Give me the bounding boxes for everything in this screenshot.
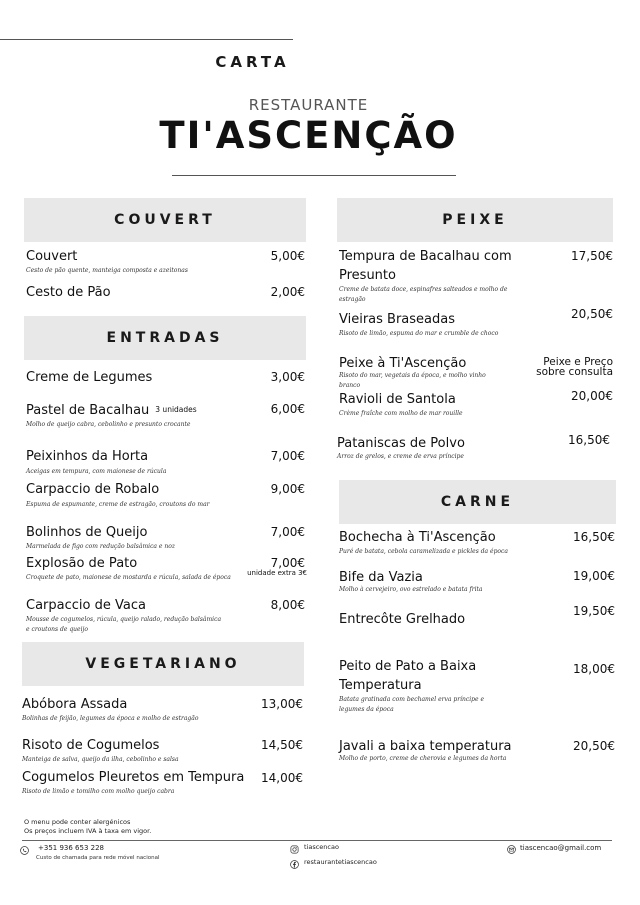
item-description: Risoto do mar, vegetais da época, e molho vinho branco [339, 372, 486, 389]
item-name: Entrecôte Grelhado [339, 612, 466, 627]
menu-item [339, 610, 539, 629]
item-description: Croquete de pato, maionese de mostarda e rúcula, salada de época [26, 574, 231, 581]
restaurant-label: RESTAURANTE [248, 96, 369, 114]
item-description: Arroz de grelos, e creme de erva príncipe [337, 453, 464, 460]
menu-item [26, 554, 241, 583]
item-price: 8,00€ [270, 598, 305, 612]
item-description: Risoto de limão e tomilho com molho queijo cabra [22, 788, 175, 795]
section-entradas: ENTRADAS [24, 316, 306, 360]
section-couvert: COUVERT [24, 198, 306, 242]
item-price: 6,00€ [270, 402, 305, 416]
item-description: Bolinhas de feijão, legumes da época e molho de estragão [22, 715, 199, 722]
item-description: Molho de porto, creme de cherovia e legumes da horta [339, 755, 507, 762]
menu-item [26, 283, 236, 302]
menu-item [339, 247, 524, 305]
menu-item [26, 480, 266, 510]
menu-item [22, 736, 252, 765]
top-rule [0, 39, 293, 40]
item-description: Crème fraîche com molho de mar rouille [339, 410, 463, 417]
allergen-note: O menu pode conter alergénicos [24, 818, 131, 826]
section-vegetariano: VEGETARIANO [22, 642, 304, 686]
menu-item [26, 523, 251, 552]
item-name: Bolinhos de Queijo [26, 525, 148, 540]
item-description: Mousse de cogumelos, rúcula, queijo ralado, redução balsâmica e croutons de queijo [26, 616, 222, 633]
menu-item [26, 400, 251, 430]
item-price: 19,00€ [573, 569, 615, 583]
item-price: 7,00€ [270, 525, 305, 539]
item-price: 7,00€ [270, 556, 305, 570]
item-price: 14,00€ [261, 771, 303, 785]
item-description: Molho à cervejeiro, ovo estrelado e batata frita [339, 586, 483, 593]
item-description: Aceigas em tempura, com maionese de rúcula [26, 468, 167, 475]
item-price: 3,00€ [270, 370, 305, 384]
item-name: Creme de Legumes [26, 370, 153, 385]
item-sub: 3 unidades [155, 405, 197, 414]
item-description: Cesto de pão quente, manteiga composta e azeitonas [26, 267, 188, 274]
item-name: Peito de Pato a Baixa Temperatura [339, 659, 477, 693]
item-name: Abóbora Assada [22, 697, 128, 712]
item-name: Peixe à Ti'Ascenção [339, 356, 467, 371]
item-description: Puré de batata, cebola caramelizada e pickles da época [339, 548, 508, 555]
menu-item [26, 247, 236, 276]
item-price: 17,50€ [571, 249, 613, 263]
item-price: 2,00€ [270, 285, 305, 299]
section-carne: CARNE [339, 480, 616, 524]
menu-item [339, 528, 539, 557]
item-name: Vieiras Braseadas [339, 312, 456, 327]
item-price: 9,00€ [270, 482, 305, 496]
title-underline [172, 175, 456, 176]
item-name: Explosão de Pato [26, 556, 138, 571]
menu-item [337, 434, 527, 462]
section-peixe: PEIXE [337, 198, 613, 242]
item-price: 19,50€ [573, 604, 615, 618]
item-name: Pastel de Bacalhau [26, 403, 150, 418]
vat-note: Os preços incluem IVA à taxa em vigor. [24, 827, 152, 835]
item-price: 20,50€ [571, 307, 613, 321]
menu-item [339, 390, 529, 419]
item-description: Espuma de espumante, creme de estragão, croutons do mar [26, 501, 210, 508]
item-description: Marmelada de figo com redução balsâmica e noz [26, 543, 176, 550]
item-description: Molho de queijo cabra, cebolinho e presunto crocante [26, 421, 191, 428]
footer-email[interactable]: tiascencao@gmail.com [520, 844, 602, 852]
footer-instagram[interactable]: tiascencao [304, 843, 339, 851]
footer-phone[interactable]: +351 936 653 228 [38, 844, 104, 852]
item-price: 20,50€ [573, 739, 615, 753]
footer-phone-note: Custo de chamada para rede móvel nacional [36, 855, 160, 861]
item-price: 14,50€ [261, 738, 303, 752]
phone-icon [20, 846, 29, 855]
item-description: Creme de batata doce, espinafres salteados e molho de estragão [339, 286, 508, 303]
menu-item [339, 568, 539, 595]
restaurant-name: TI'ASCENÇÃO [159, 114, 458, 157]
item-price: 13,00€ [261, 697, 303, 711]
item-name: Peixinhos da Horta [26, 449, 149, 464]
menu-item [339, 737, 539, 764]
item-name: Bife da Vazia [339, 570, 423, 585]
item-name: Couvert [26, 249, 78, 264]
footer-rule [22, 840, 612, 841]
item-name: Cogumelos Pleuretos em Tempura [22, 770, 245, 785]
item-price: 7,00€ [270, 449, 305, 463]
item-price: 20,00€ [571, 389, 613, 403]
item-name: Javali a baixa temperatura [339, 739, 512, 754]
item-price: 18,00€ [573, 662, 615, 676]
menu-item [339, 354, 489, 391]
item-name: Ravioli de Santola [339, 392, 456, 407]
item-name: Pataniscas de Polvo [337, 436, 465, 451]
item-name: Risoto de Cogumelos [22, 738, 160, 753]
item-price-note: unidade extra 3€ [247, 569, 307, 577]
menu-item [26, 368, 246, 387]
item-description: Manteiga de salva, queijo da ilha, cebolinho e salsa [22, 756, 179, 763]
menu-item [26, 596, 226, 635]
item-description: Batata gratinada com bechamel erva príncipe e legumes da época [339, 696, 484, 713]
carta-title: CARTA [215, 53, 290, 71]
item-description: Risoto de limão, espuma do mar e crumble de choco [339, 330, 499, 337]
item-name: Carpaccio de Vaca [26, 598, 146, 613]
item-price: Peixe e Preço sobre consulta [536, 356, 613, 378]
item-name: Carpaccio de Robalo [26, 482, 160, 497]
facebook-icon [290, 860, 299, 869]
item-price: 5,00€ [270, 249, 305, 263]
menu-item [22, 768, 262, 797]
instagram-icon [290, 845, 299, 854]
menu-item [339, 657, 504, 715]
mail-icon [507, 845, 516, 854]
item-price: 16,50€ [573, 530, 615, 544]
item-name: Bochecha à Ti'Ascenção [339, 530, 496, 545]
menu-item [339, 310, 539, 339]
item-name: Cesto de Pão [26, 285, 111, 300]
item-price: 16,50€ [568, 433, 610, 447]
menu-item [26, 447, 251, 477]
footer-facebook[interactable]: restaurantetiascencao [304, 858, 377, 866]
item-name: Tempura de Bacalhau com Presunto [339, 249, 512, 283]
menu-item [22, 695, 252, 724]
